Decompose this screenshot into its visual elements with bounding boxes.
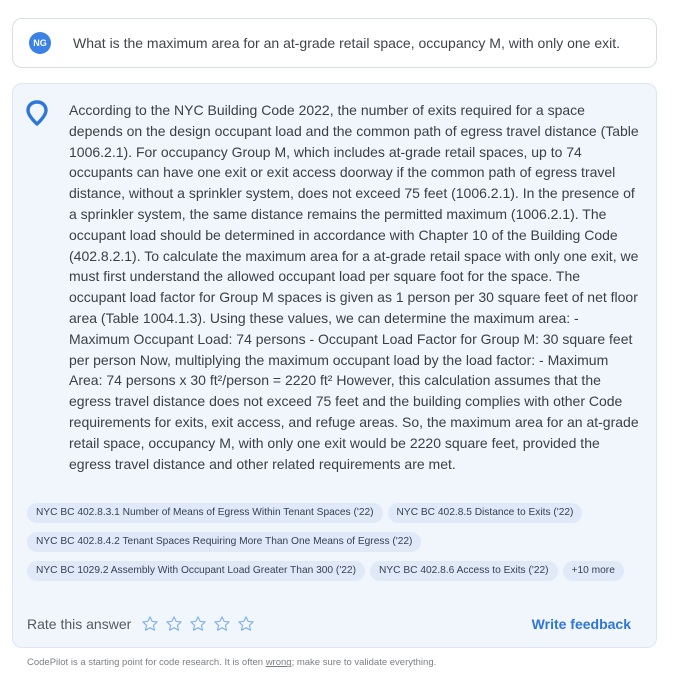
star-icon[interactable]	[189, 615, 207, 633]
rating-row	[27, 615, 631, 633]
question-text: What is the maximum area for an at-grade retail space, occupancy M, with only one exit.	[73, 35, 621, 51]
star-icon[interactable]	[141, 615, 159, 633]
location-pin-icon	[25, 100, 49, 126]
user-avatar: NG	[29, 32, 51, 54]
rating-group	[27, 615, 255, 633]
question-card	[12, 18, 657, 68]
reference-chip[interactable]: NYC BC 402.8.5 Distance to Exits ('22)	[388, 503, 583, 523]
star-rating	[141, 615, 255, 633]
disclaimer-wrong-link[interactable]: wrong	[265, 657, 292, 669]
disclaimer-text: CodePilot is a starting point for code research. It is often	[27, 657, 266, 669]
rating-label: Rate this answer	[27, 616, 132, 633]
disclaimer-text-end: ; make sure to validate everything.	[291, 657, 437, 669]
disclaimer	[27, 657, 640, 668]
more-references-chip[interactable]: +10 more	[563, 561, 624, 581]
answer-row	[25, 98, 640, 474]
reference-chip[interactable]: NYC BC 402.8.4.2 Tenant Spaces Requiring More Than One Means of Egress ('22)	[27, 532, 421, 552]
write-feedback-link[interactable]: Write feedback	[531, 616, 631, 633]
answer-card	[12, 83, 657, 669]
answer-text: According to the NYC Building Code 2022, the number of exits required for a space depends on the design occupant load and the common path of egress travel distance (Table 1006.2.1). For occupancy Group M, which includes at-grade retail spaces, up to 74 occupants can have one exit or exit access doorway if the common path of egress travel distance, without a sprinkler system, does not exceed 75 feet (1006.2.1). In the presence of a sprinkler system, the same distance remains the permitted maximum (1006.2.1). The occupant load should be determined in accordance with Chapter 10 of the Building Code (402.8.2.1). To calculate the maximum area for a at-grade retail space with only one exit, we must first understand the allowed occupant load per square foot for the space. The occupant load factor for Group M spaces is given as 1 person per 30 square feet of net floor area (Table 1004.1.3). Using these values, we can determine the maximum area: - Maximum Occupant Load: 74 persons - Occupant Load Factor for Group M: 30 square feet per person Now, multiplying the maximum occupant load by the load factor: - Maximum Area: 74 persons x 30 ft²/person = 2220 ft² However, this calculation assumes that the egress travel distance does not exceed 75 feet and the building complies with other Code requirements for exits, exit access, and refuge areas. So, the maximum area for an at-grade retail space, occupancy M, with only one exit would be 2220 square feet, provided the egress travel distance and other related requirements are met.	[69, 102, 639, 472]
star-icon[interactable]	[213, 615, 231, 633]
reference-chip[interactable]: NYC BC 402.8.6 Access to Exits ('22)	[370, 561, 558, 581]
reference-chip[interactable]: NYC BC 402.8.3.1 Number of Means of Egress Within Tenant Spaces ('22)	[27, 503, 383, 523]
star-icon[interactable]	[165, 615, 183, 633]
reference-chips	[27, 502, 637, 589]
star-icon[interactable]	[237, 615, 255, 633]
reference-chip[interactable]: NYC BC 1029.2 Assembly With Occupant Load Greater Than 300 ('22)	[27, 561, 365, 581]
